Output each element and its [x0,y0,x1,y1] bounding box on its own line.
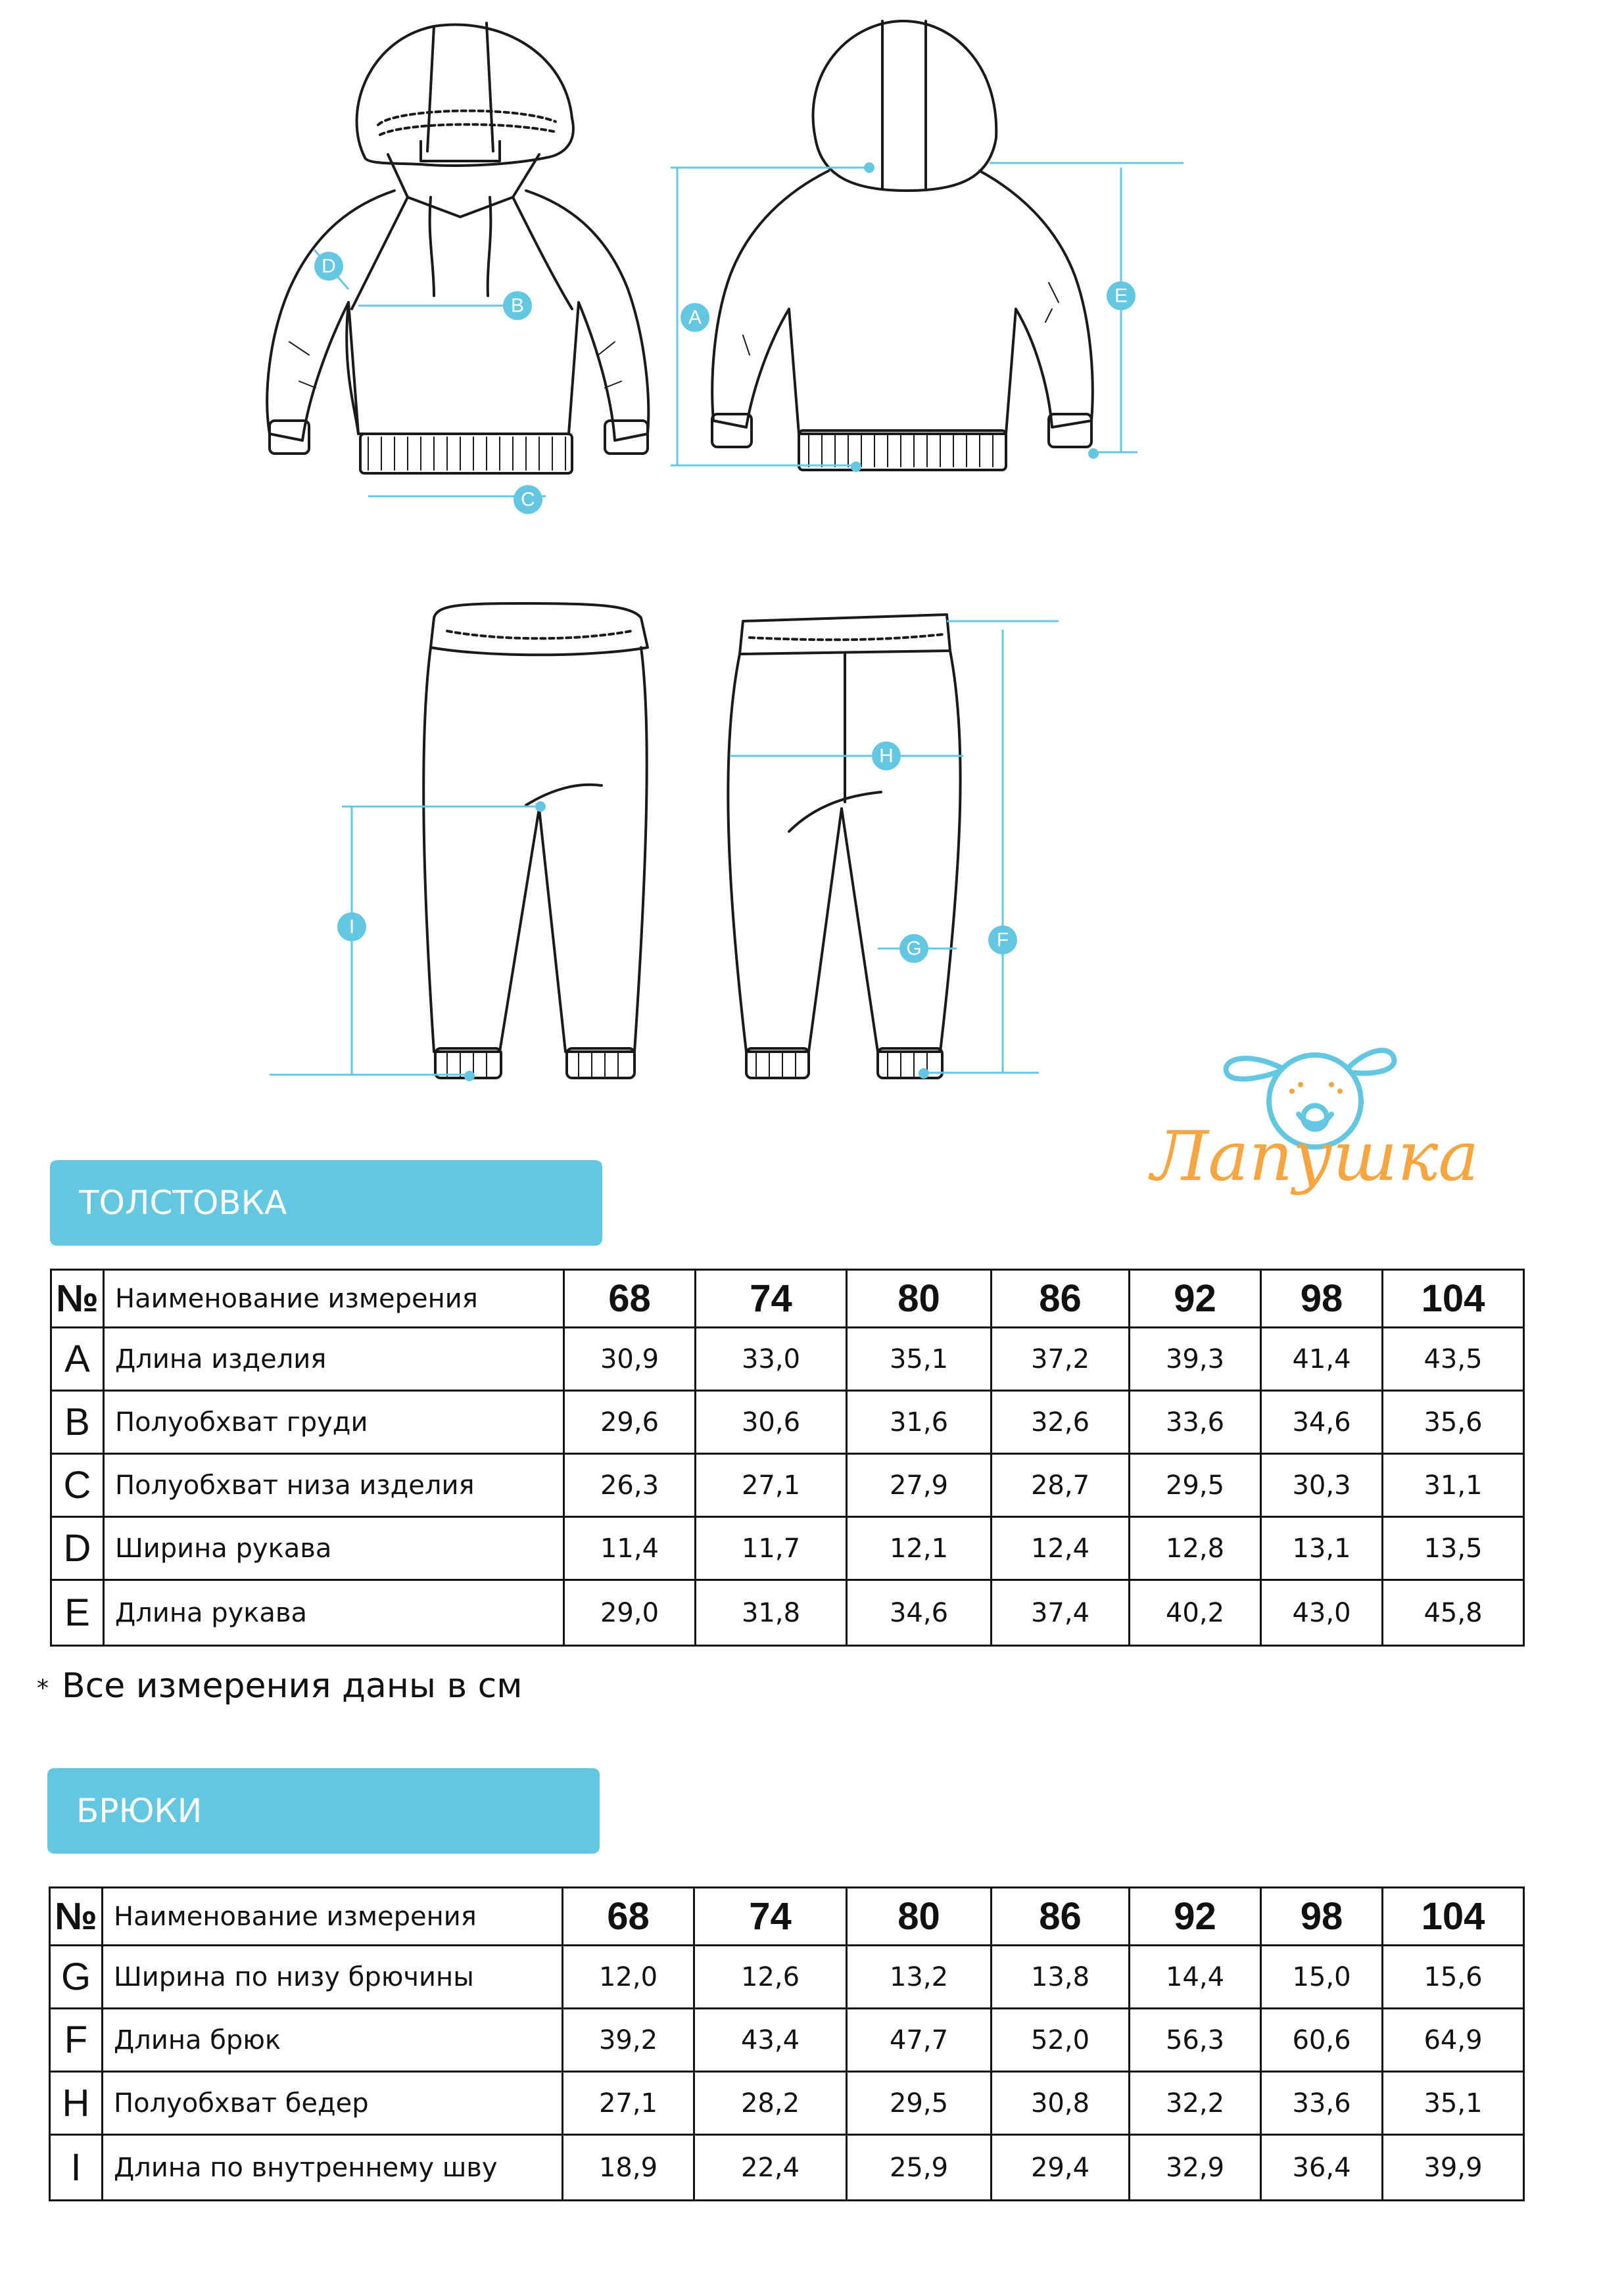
cell-value: 60,6 [1261,2009,1383,2072]
cell-value: 12,6 [694,1946,847,2009]
row-code: G [50,1946,103,2009]
cell-value: 31,8 [696,1580,847,1646]
logo-wordmark: Лапушка [1151,1116,1479,1196]
dim-label-c: C [521,488,535,511]
cell-value: 43,4 [694,2009,847,2072]
cell-value: 29,0 [564,1580,696,1646]
row-name: Полуобхват груди [104,1391,564,1454]
dim-label-g: G [906,937,922,960]
cell-value: 29,4 [992,2135,1130,2201]
row-code: B [51,1391,104,1454]
row-code: I [50,2135,103,2201]
pants-back-drawing [728,615,960,1078]
cell-value: 34,6 [1261,1391,1383,1454]
pants-front-drawing [423,603,648,1078]
cell-value: 13,5 [1383,1517,1524,1580]
row-name: Длина брюк [103,2009,563,2072]
units-note [37,1666,522,1706]
cell-value: 33,0 [696,1328,847,1391]
header-size: 68 [564,1270,696,1328]
cell-value: 29,6 [564,1391,696,1454]
cell-value: 27,9 [847,1454,992,1517]
cell-value: 36,4 [1261,2135,1383,2201]
row-name: Полуобхват низа изделия [104,1454,564,1517]
cell-value: 29,5 [847,2072,992,2135]
cell-value: 43,5 [1383,1328,1524,1391]
row-code: F [50,2009,103,2072]
cell-value: 56,3 [1130,2009,1261,2072]
cell-value: 15,0 [1261,1946,1383,2009]
cell-value: 35,1 [847,1328,992,1391]
cell-value: 26,3 [564,1454,696,1517]
dim-label-i: I [348,916,355,938]
cell-value: 13,2 [847,1946,992,2009]
cell-value: 15,6 [1383,1946,1524,2009]
cell-value: 64,9 [1383,2009,1524,2072]
cell-value: 39,9 [1383,2135,1524,2201]
header-measurement-name: Наименование измерения [104,1270,564,1328]
cell-value: 35,1 [1383,2072,1524,2135]
table-row [51,1328,1524,1391]
table-row [51,1517,1524,1580]
cell-value: 14,4 [1130,1946,1261,2009]
cell-value: 37,2 [992,1328,1130,1391]
cell-value: 30,3 [1261,1454,1383,1517]
cell-value: 33,6 [1261,2072,1383,2135]
row-code: E [51,1580,104,1646]
hoodie-back-drawing [712,21,1093,470]
cell-value: 41,4 [1261,1328,1383,1391]
cell-value: 31,1 [1383,1454,1524,1517]
header-measurement-name: Наименование измерения [103,1888,563,1946]
cell-value: 22,4 [694,2135,847,2201]
cell-value: 27,1 [696,1454,847,1517]
header-size: 74 [694,1888,847,1946]
cell-value: 32,9 [1130,2135,1261,2201]
header-size: 98 [1261,1888,1383,1946]
header-size: 68 [563,1888,694,1946]
dim-label-a: A [688,306,702,329]
hoodie-header-row [51,1270,1524,1328]
cell-value: 39,2 [563,2009,694,2072]
cell-value: 30,6 [696,1391,847,1454]
table-row [51,1454,1524,1517]
hoodie-banner-label: ТОЛСТОВКА [79,1184,287,1222]
pants-section-banner [47,1768,600,1854]
cell-value: 47,7 [847,2009,992,2072]
cell-value: 39,3 [1130,1328,1261,1391]
cell-value: 12,8 [1130,1517,1261,1580]
dim-label-f: F [996,929,1009,951]
dim-label-h: H [879,745,894,767]
cell-value: 32,6 [992,1391,1130,1454]
cell-value: 18,9 [563,2135,694,2201]
dim-label-e: E [1114,285,1128,307]
row-name: Ширина рукава [104,1517,564,1580]
row-name: Длина по внутреннему шву [103,2135,563,2201]
hoodie-size-table [50,1269,1525,1647]
header-size: 86 [992,1270,1130,1328]
row-code: D [51,1517,104,1580]
cell-value: 52,0 [992,2009,1130,2072]
dim-label-d: D [322,255,336,277]
cell-value: 28,2 [694,2072,847,2135]
pants-header-row [50,1888,1524,1946]
cell-value: 30,9 [564,1328,696,1391]
table-row [51,1580,1524,1646]
header-number: № [51,1270,104,1328]
table-row [50,1946,1524,2009]
cell-value: 34,6 [847,1580,992,1646]
cell-value: 32,2 [1130,2072,1261,2135]
cell-value: 12,4 [992,1517,1130,1580]
cell-value: 45,8 [1383,1580,1524,1646]
header-size: 98 [1261,1270,1383,1328]
row-name: Полуобхват бедер [103,2072,563,2135]
header-size: 104 [1383,1270,1524,1328]
hoodie-front-drawing [267,23,648,473]
header-size: 92 [1130,1888,1261,1946]
cell-value: 35,6 [1383,1391,1524,1454]
note-star: * [37,1674,49,1702]
header-number: № [50,1888,103,1946]
cell-value: 12,1 [847,1517,992,1580]
cell-value: 25,9 [847,2135,992,2201]
pants-size-table [49,1886,1525,2201]
cell-value: 29,5 [1130,1454,1261,1517]
cell-value: 11,7 [696,1517,847,1580]
cell-value: 11,4 [564,1517,696,1580]
pants-banner-label: БРЮКИ [76,1792,203,1830]
header-size: 74 [696,1270,847,1328]
cell-value: 37,4 [992,1580,1130,1646]
cell-value: 13,8 [992,1946,1130,2009]
cell-value: 43,0 [1261,1580,1383,1646]
table-row [51,1391,1524,1454]
dim-label-b: B [510,294,525,317]
row-code: H [50,2072,103,2135]
row-name: Ширина по низу брючины [103,1946,563,2009]
hoodie-section-banner [50,1160,602,1246]
note-text: Все измерения даны в см [62,1666,523,1706]
cell-value: 31,6 [847,1391,992,1454]
table-row [50,2072,1524,2135]
header-size: 104 [1383,1888,1524,1946]
cell-value: 12,0 [563,1946,694,2009]
header-size: 86 [992,1888,1130,1946]
row-name: Длина изделия [104,1328,564,1391]
cell-value: 27,1 [563,2072,694,2135]
brand-logo [1148,1050,1479,1196]
cell-value: 13,1 [1261,1517,1383,1580]
header-size: 80 [847,1270,992,1328]
table-row [50,2135,1524,2201]
row-code: C [51,1454,104,1517]
cell-value: 33,6 [1130,1391,1261,1454]
row-name: Длина рукава [104,1580,564,1646]
row-code: A [51,1328,104,1391]
header-size: 92 [1130,1270,1261,1328]
cell-value: 40,2 [1130,1580,1261,1646]
header-size: 80 [847,1888,992,1946]
table-row [50,2009,1524,2072]
cell-value: 30,8 [992,2072,1130,2135]
cell-value: 28,7 [992,1454,1130,1517]
